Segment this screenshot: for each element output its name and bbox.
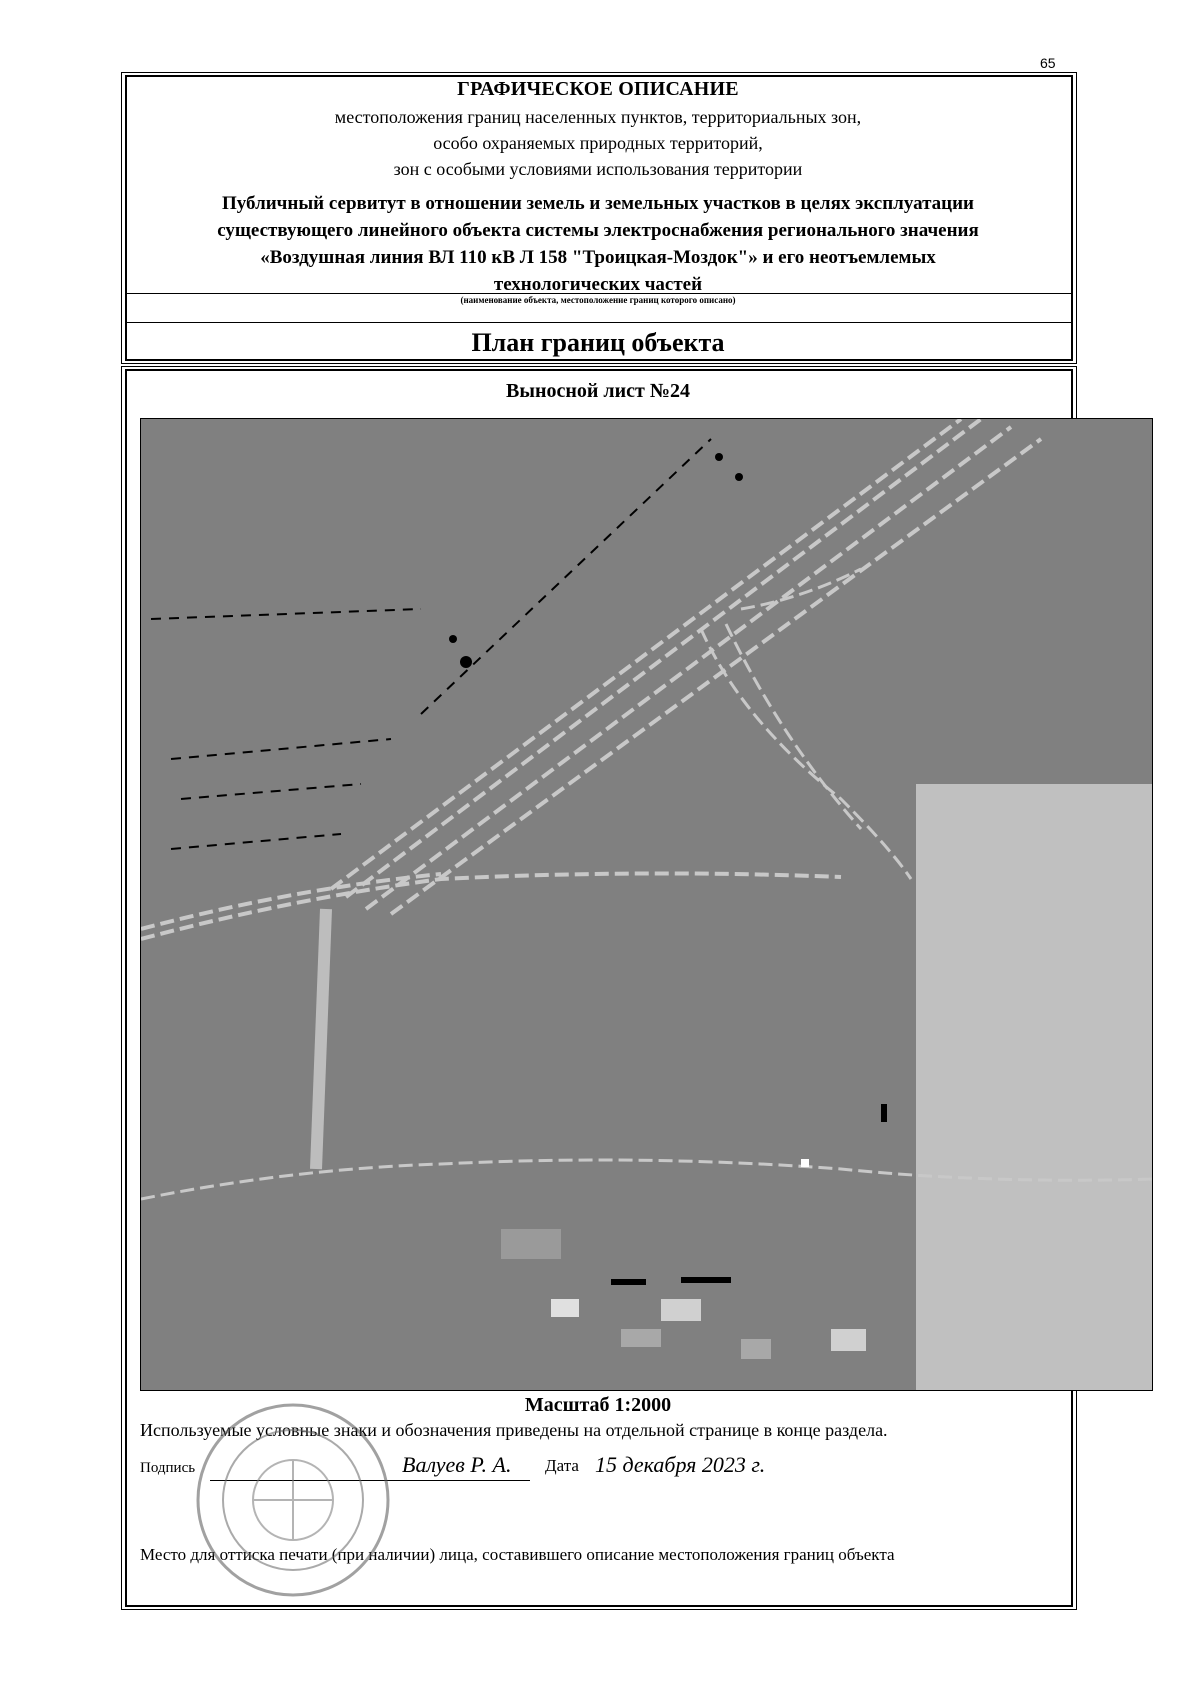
- map-scale: Масштаб 1:2000: [524, 1394, 672, 1416]
- pole-marker: [735, 473, 743, 481]
- plan-title: План границ объекта: [471, 328, 725, 357]
- pole-marker: [715, 453, 723, 461]
- aerial-map: [140, 418, 1153, 1391]
- signature-label: Подпись: [140, 1460, 196, 1476]
- divider: [125, 322, 1073, 323]
- sheet-title: Выносной лист №24: [506, 380, 690, 402]
- pole-marker: [449, 635, 457, 643]
- object-name-line: «Воздушная линия ВЛ 110 кВ Л 158 "Троицкая-Моздок"» и его неотъемлемых: [260, 247, 936, 268]
- subtitle-line: зон с особыми условиями использования территории: [393, 159, 803, 179]
- page-number: 65: [1040, 55, 1056, 71]
- subtitle-line: местоположения границ населенных пунктов, территориальных зон,: [334, 107, 862, 127]
- object-name-line: существующего линейного объекта системы электроснабжения регионального значения: [217, 220, 979, 241]
- document-subtitle: [128, 104, 1068, 182]
- pole-marker: [460, 656, 472, 668]
- stamp-seal-icon: [193, 1400, 393, 1600]
- document-title: ГРАФИЧЕСКОЕ ОПИСАНИЕ: [457, 78, 739, 100]
- boundary-zone: [916, 784, 1153, 1391]
- legend-note: Используемые условные знаки и обозначения приведены на отдельной странице в конце раздела.: [140, 1420, 888, 1440]
- signer-name: Валуев Р. А.: [402, 1452, 512, 1477]
- stamp-place-note: Место для оттиска печати (при наличии) лица, составившего описание местоположения границ объекта: [140, 1545, 895, 1564]
- object-caption: (наименование объекта, местоположение границ которого описано): [460, 295, 736, 305]
- object-name: [140, 190, 1056, 298]
- date-label: Дата: [545, 1456, 579, 1475]
- subtitle-line: особо охраняемых природных территорий,: [433, 133, 763, 153]
- divider: [125, 293, 1073, 294]
- object-name-line: технологических частей: [493, 274, 703, 295]
- aerial-map-graphic: [141, 419, 1153, 1391]
- object-name-line: Публичный сервитут в отношении земель и земельных участков в целях эксплуатации: [222, 193, 974, 214]
- date-value: 15 декабря 2023 г.: [595, 1452, 766, 1477]
